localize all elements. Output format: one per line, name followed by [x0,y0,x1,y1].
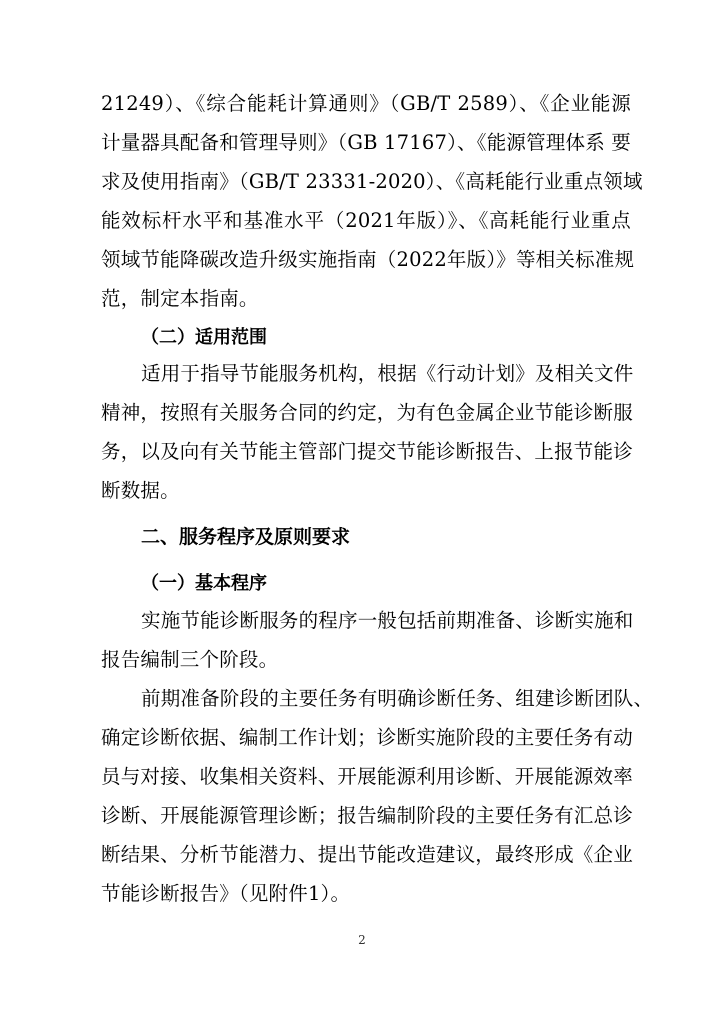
body-text-line: 节能诊断报告》（见附件1）。 [101,882,351,905]
section-heading-scope: （二）适用范围 [141,327,267,348]
body-text-line: 报告编制三个阶段。 [101,648,279,671]
body-text-line: 务，以及向有关节能主管部门提交节能诊断报告、上报节能诊 [101,440,633,463]
body-text-line: 求及使用指南》（GB/T 23331-2020）、《高耗能行业重点领域 [101,170,643,193]
body-text-line: 21249）、《综合能耗计算通则》（GB/T 2589）、《企业能源 [101,92,631,115]
body-text-line: 断数据。 [101,479,180,502]
chapter-heading: 二、服务程序及原则要求 [141,526,351,548]
body-text-line: 范，制定本指南。 [101,287,259,310]
section-heading-basic: （一）基本程序 [141,573,267,594]
body-text-line: 能效标杆水平和基准水平（2021年版）》、《高耗能行业重点 [101,209,631,232]
body-text-line: 前期准备阶段的主要任务有明确诊断任务、组建诊断团队、 [141,687,654,710]
body-text-line: 确定诊断依据、编制工作计划；诊断实施阶段的主要任务有动 [101,726,633,749]
body-text-line: 精神，按照有关服务合同的约定，为有色金属企业节能诊断服 [101,401,633,424]
page-number: 2 [358,933,366,947]
body-text-line: 适用于指导节能服务机构，根据《行动计划》及相关文件 [141,362,634,385]
body-text-line: 诊断、开展能源管理诊断；报告编制阶段的主要任务有汇总诊 [101,804,633,827]
body-text-line: 断结果、分析节能潜力、提出节能改造建议，最终形成《企业 [101,843,633,866]
body-text-line: 实施节能诊断服务的程序一般包括前期准备、诊断实施和 [141,609,634,632]
body-text-line: 员与对接、收集相关资料、开展能源利用诊断、开展能源效率 [101,765,633,788]
body-text-line: 计量器具配备和管理导则》（GB 17167）、《能源管理体系 要 [101,131,631,154]
body-text-line: 领域节能降碳改造升级实施指南（2022年版）》等相关标准规 [101,248,635,271]
